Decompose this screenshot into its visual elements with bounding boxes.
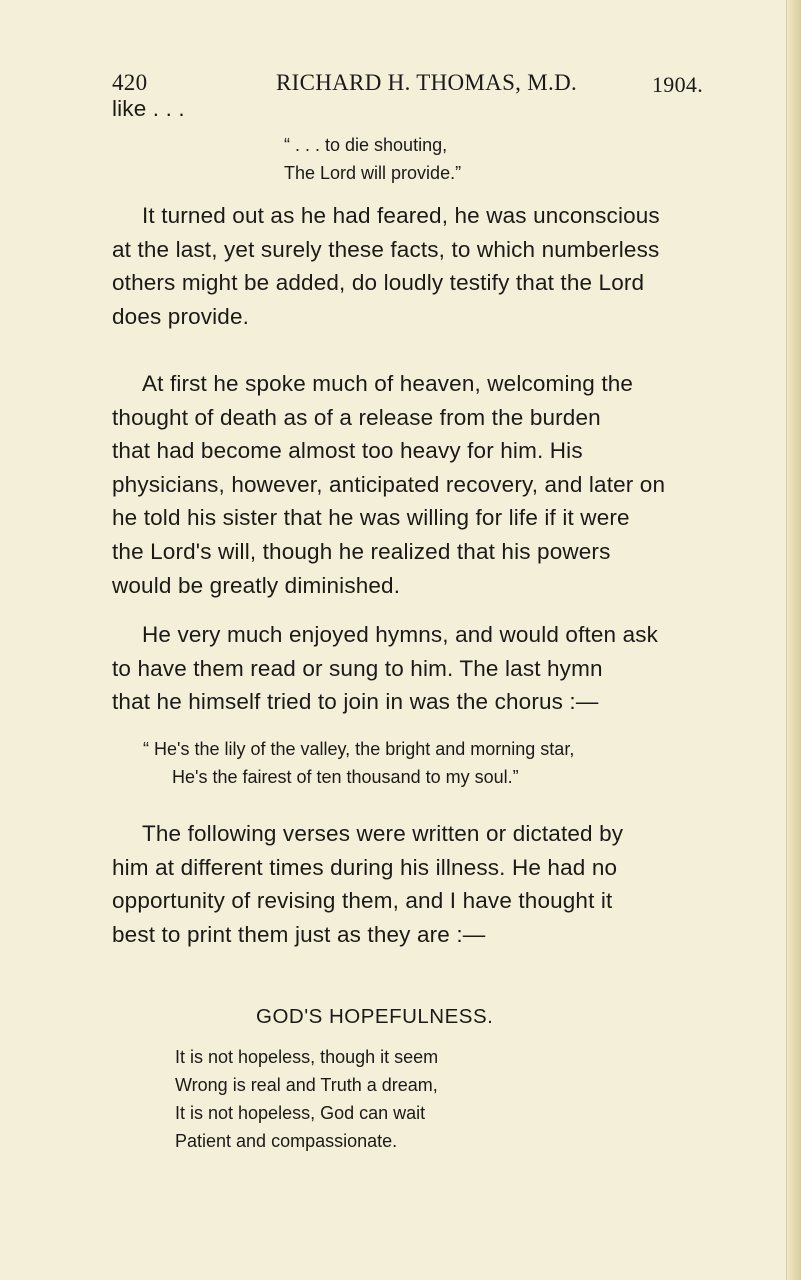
text-line: to have them read or sung to him. The last hymn [112, 655, 603, 681]
chorus-line-1: “ He's the lily of the valley, the bright and morning star, [143, 739, 575, 759]
header-year: 1904. [652, 72, 703, 97]
text-line: physicians, however, anticipated recovery, and later on [112, 471, 666, 497]
text-line: The following verses were written or dictated by [142, 821, 624, 846]
chorus-line-2: He's the fairest of ten thousand to my soul.” [172, 767, 519, 787]
text-line: opportunity of revising them, and I have thought it [112, 888, 613, 914]
text-line: He very much enjoyed hymns, and would often ask [142, 622, 659, 647]
quote-line-2: The Lord will provide.” [284, 163, 462, 183]
text-line: the Lord's will, though he realized that his powers [112, 538, 611, 564]
text-line: him at different times during his illness. He had no [112, 854, 618, 880]
poem-title: GOD'S HOPEFULNESS. [256, 1005, 494, 1028]
running-title: RICHARD H. THOMAS, M.D. [276, 70, 578, 95]
poem-line-1: It is not hopeless, though it seem [175, 1047, 439, 1067]
text-line: does provide. [112, 303, 250, 329]
paragraph-4 [112, 817, 762, 951]
paragraph-3 [112, 618, 762, 719]
poem-line-3: It is not hopeless, God can wait [175, 1103, 426, 1123]
quote-lead [112, 92, 762, 126]
paragraph-2 [112, 367, 762, 602]
text-line: he told his sister that he was willing for life if it were [112, 505, 630, 531]
quote-lead-line: like . . . [112, 96, 185, 121]
quote-line-1: “ . . . to die shouting, [284, 135, 448, 155]
text-line: thought of death as of a release from the burden [112, 404, 601, 430]
text-line: At first he spoke much of heaven, welcoming the [142, 371, 634, 396]
poem-line-2: Wrong is real and Truth a dream, [175, 1075, 438, 1095]
text-line: would be greatly diminished. [112, 572, 401, 598]
text-line: others might be added, do loudly testify that the Lord [112, 270, 645, 296]
text-line: at the last, yet surely these facts, to which numberless [112, 236, 660, 262]
text-line: that he himself tried to join in was the chorus :— [112, 689, 599, 715]
text-line: It turned out as he had feared, he was unconscious [142, 203, 660, 228]
text-line: best to print them just as they are :— [112, 921, 486, 947]
paragraph-1 [112, 199, 762, 333]
text-line: that had become almost too heavy for him. His [112, 438, 583, 464]
poem-line-4: Patient and compassionate. [175, 1131, 398, 1151]
page-number: 420 [112, 70, 148, 95]
